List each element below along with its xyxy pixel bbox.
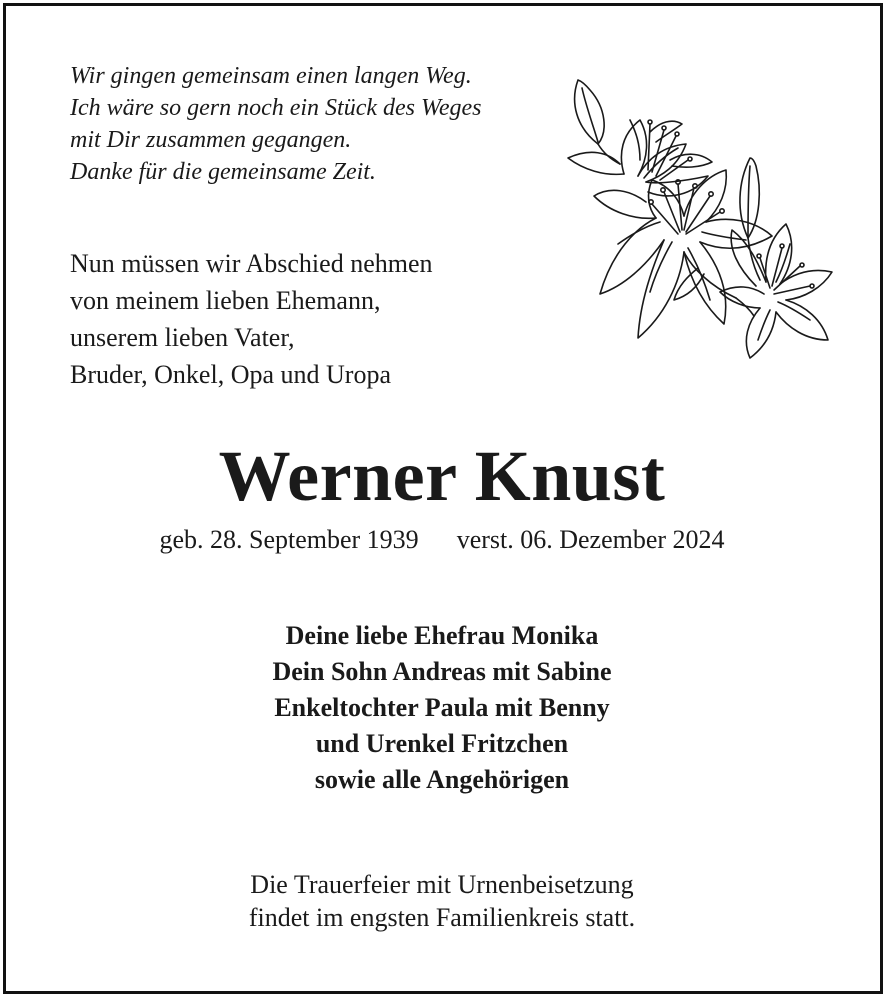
- funeral-note: [0, 868, 884, 934]
- mourners-list: [0, 618, 884, 798]
- mourner-line: sowie alle Angehörigen: [314, 765, 570, 794]
- funeral-note-line: findet im engsten Familienkreis statt.: [248, 903, 636, 932]
- lily-flowers-icon: [560, 72, 835, 377]
- deceased-name: Werner Knust: [218, 436, 666, 516]
- poem-line: Wir gingen gemeinsam einen langen Weg.: [70, 63, 472, 89]
- death-date: verst. 06. Dezember 2024: [456, 525, 725, 554]
- intro-line: unserem lieben Vater,: [70, 323, 295, 352]
- intro-line: von meinem lieben Ehemann,: [70, 286, 381, 315]
- mourner-line: Enkeltochter Paula mit Benny: [274, 693, 610, 722]
- poem-line: mit Dir zusammen gegangen.: [70, 127, 352, 153]
- poem-verse: [70, 60, 481, 188]
- birth-date: geb. 28. September 1939: [159, 525, 419, 554]
- farewell-intro: [70, 245, 433, 393]
- intro-line: Nun müssen wir Abschied nehmen: [70, 249, 433, 278]
- life-dates: [0, 525, 884, 555]
- funeral-note-line: Die Trauerfeier mit Urnenbeisetzung: [250, 870, 634, 899]
- mourner-line: Deine liebe Ehefrau Monika: [285, 621, 599, 650]
- intro-line: Bruder, Onkel, Opa und Uropa: [70, 360, 391, 389]
- mourner-line: Dein Sohn Andreas mit Sabine: [272, 657, 612, 686]
- poem-line: Ich wäre so gern noch ein Stück des Weges: [70, 95, 482, 121]
- poem-line: Danke für die gemeinsame Zeit.: [70, 159, 376, 185]
- mourner-line: und Urenkel Fritzchen: [315, 729, 569, 758]
